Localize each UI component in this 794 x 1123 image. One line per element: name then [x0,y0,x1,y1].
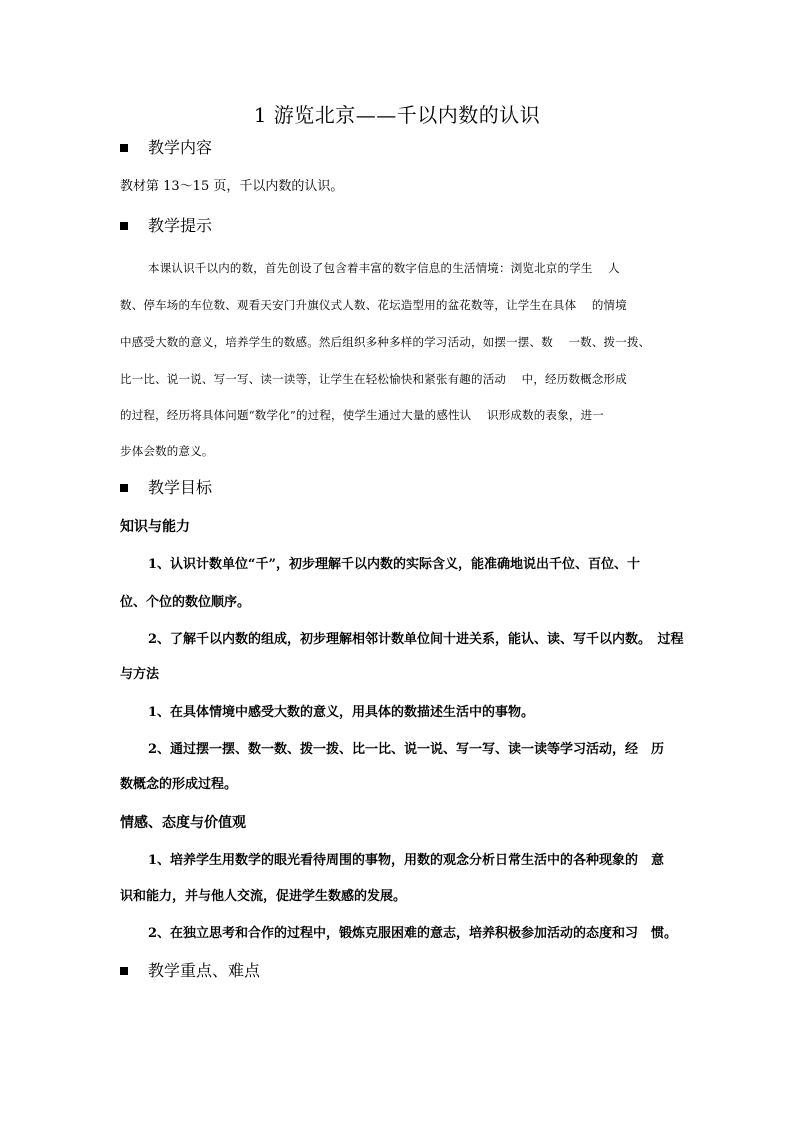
hint-line: 本课认识千以内的数，首先创设了包含着丰富的数字信息的生活情境：浏览北京的学生 人 [148,261,620,275]
square-bullet-icon [120,967,128,975]
section-heading-label: 教学目标 [148,478,213,497]
knowledge-heading: 知识与能力 [120,519,190,535]
section-heading-content [120,136,212,160]
square-bullet-icon [120,144,128,152]
section-heading-label: 教学重点、难点 [148,961,261,980]
knowledge-line: 与方法 [120,667,160,682]
section-heading-focus [120,959,260,983]
section-heading-hint [120,214,212,238]
hint-line: 中感受大数的意义，培养学生的数感。然后组织多种多样的学习活动，如摆一摆、数 一数、拨一拨、 [120,335,651,349]
method-line: 数概念的形成过程。 [120,777,238,792]
content-text: 教材第 13～15 页，千以内数的认识。 [120,179,344,194]
method-line: 2、通过摆一摆、数一数、拨一拨、比一比、说一说、写一写、读一读等学习活动，经 历 [148,742,665,757]
section-heading-label: 教学内容 [148,138,213,157]
section-heading-goals [120,476,212,500]
hint-line: 数、停车场的车位数、观看天安门升旗仪式人数、花坛造型用的盆花数等，让学生在具体 的情境 [120,298,627,312]
knowledge-line: 1、认识计数单位“千”，初步理解千以内数的实际含义，能准确地说出千位、百位、十 [148,557,641,572]
hint-line: 的过程，经历将具体问题“数学化”的过程，使学生通过大量的感性认 识形成数的表象，进一 [120,408,605,422]
emotion-line: 2、在独立思考和合作的过程中，锻炼克服困难的意志，培养积极参加活动的态度和习 惯。 [148,926,678,941]
square-bullet-icon [120,222,128,230]
method-line: 1、在具体情境中感受大数的意义，用具体的数描述生活中的事物。 [148,705,535,720]
section-heading-label: 教学提示 [148,216,213,235]
emotion-heading: 情感、态度与价值观 [120,815,246,831]
square-bullet-icon [120,484,128,492]
emotion-line: 1、培养学生用数学的眼光看待周围的事物，用数的观念分析日常生活中的各种现象的 意 [148,853,665,868]
emotion-line: 识和能力，并与他人交流，促进学生数感的发展。 [120,889,407,904]
knowledge-line: 2、了解千以内数的组成，初步理解相邻计数单位间十进关系，能认、读、写千以内数。 过程 [148,632,684,647]
document-title: 1 游览北京——千以内数的认识 [253,103,541,127]
knowledge-line: 位、个位的数位顺序。 [120,595,251,610]
hint-line: 比一比、说一说、写一写、读一读等，让学生在轻松愉快和紧张有趣的活动 中，经历数概念形成 [120,372,627,386]
hint-line: 步体会数的意义。 [120,444,214,458]
